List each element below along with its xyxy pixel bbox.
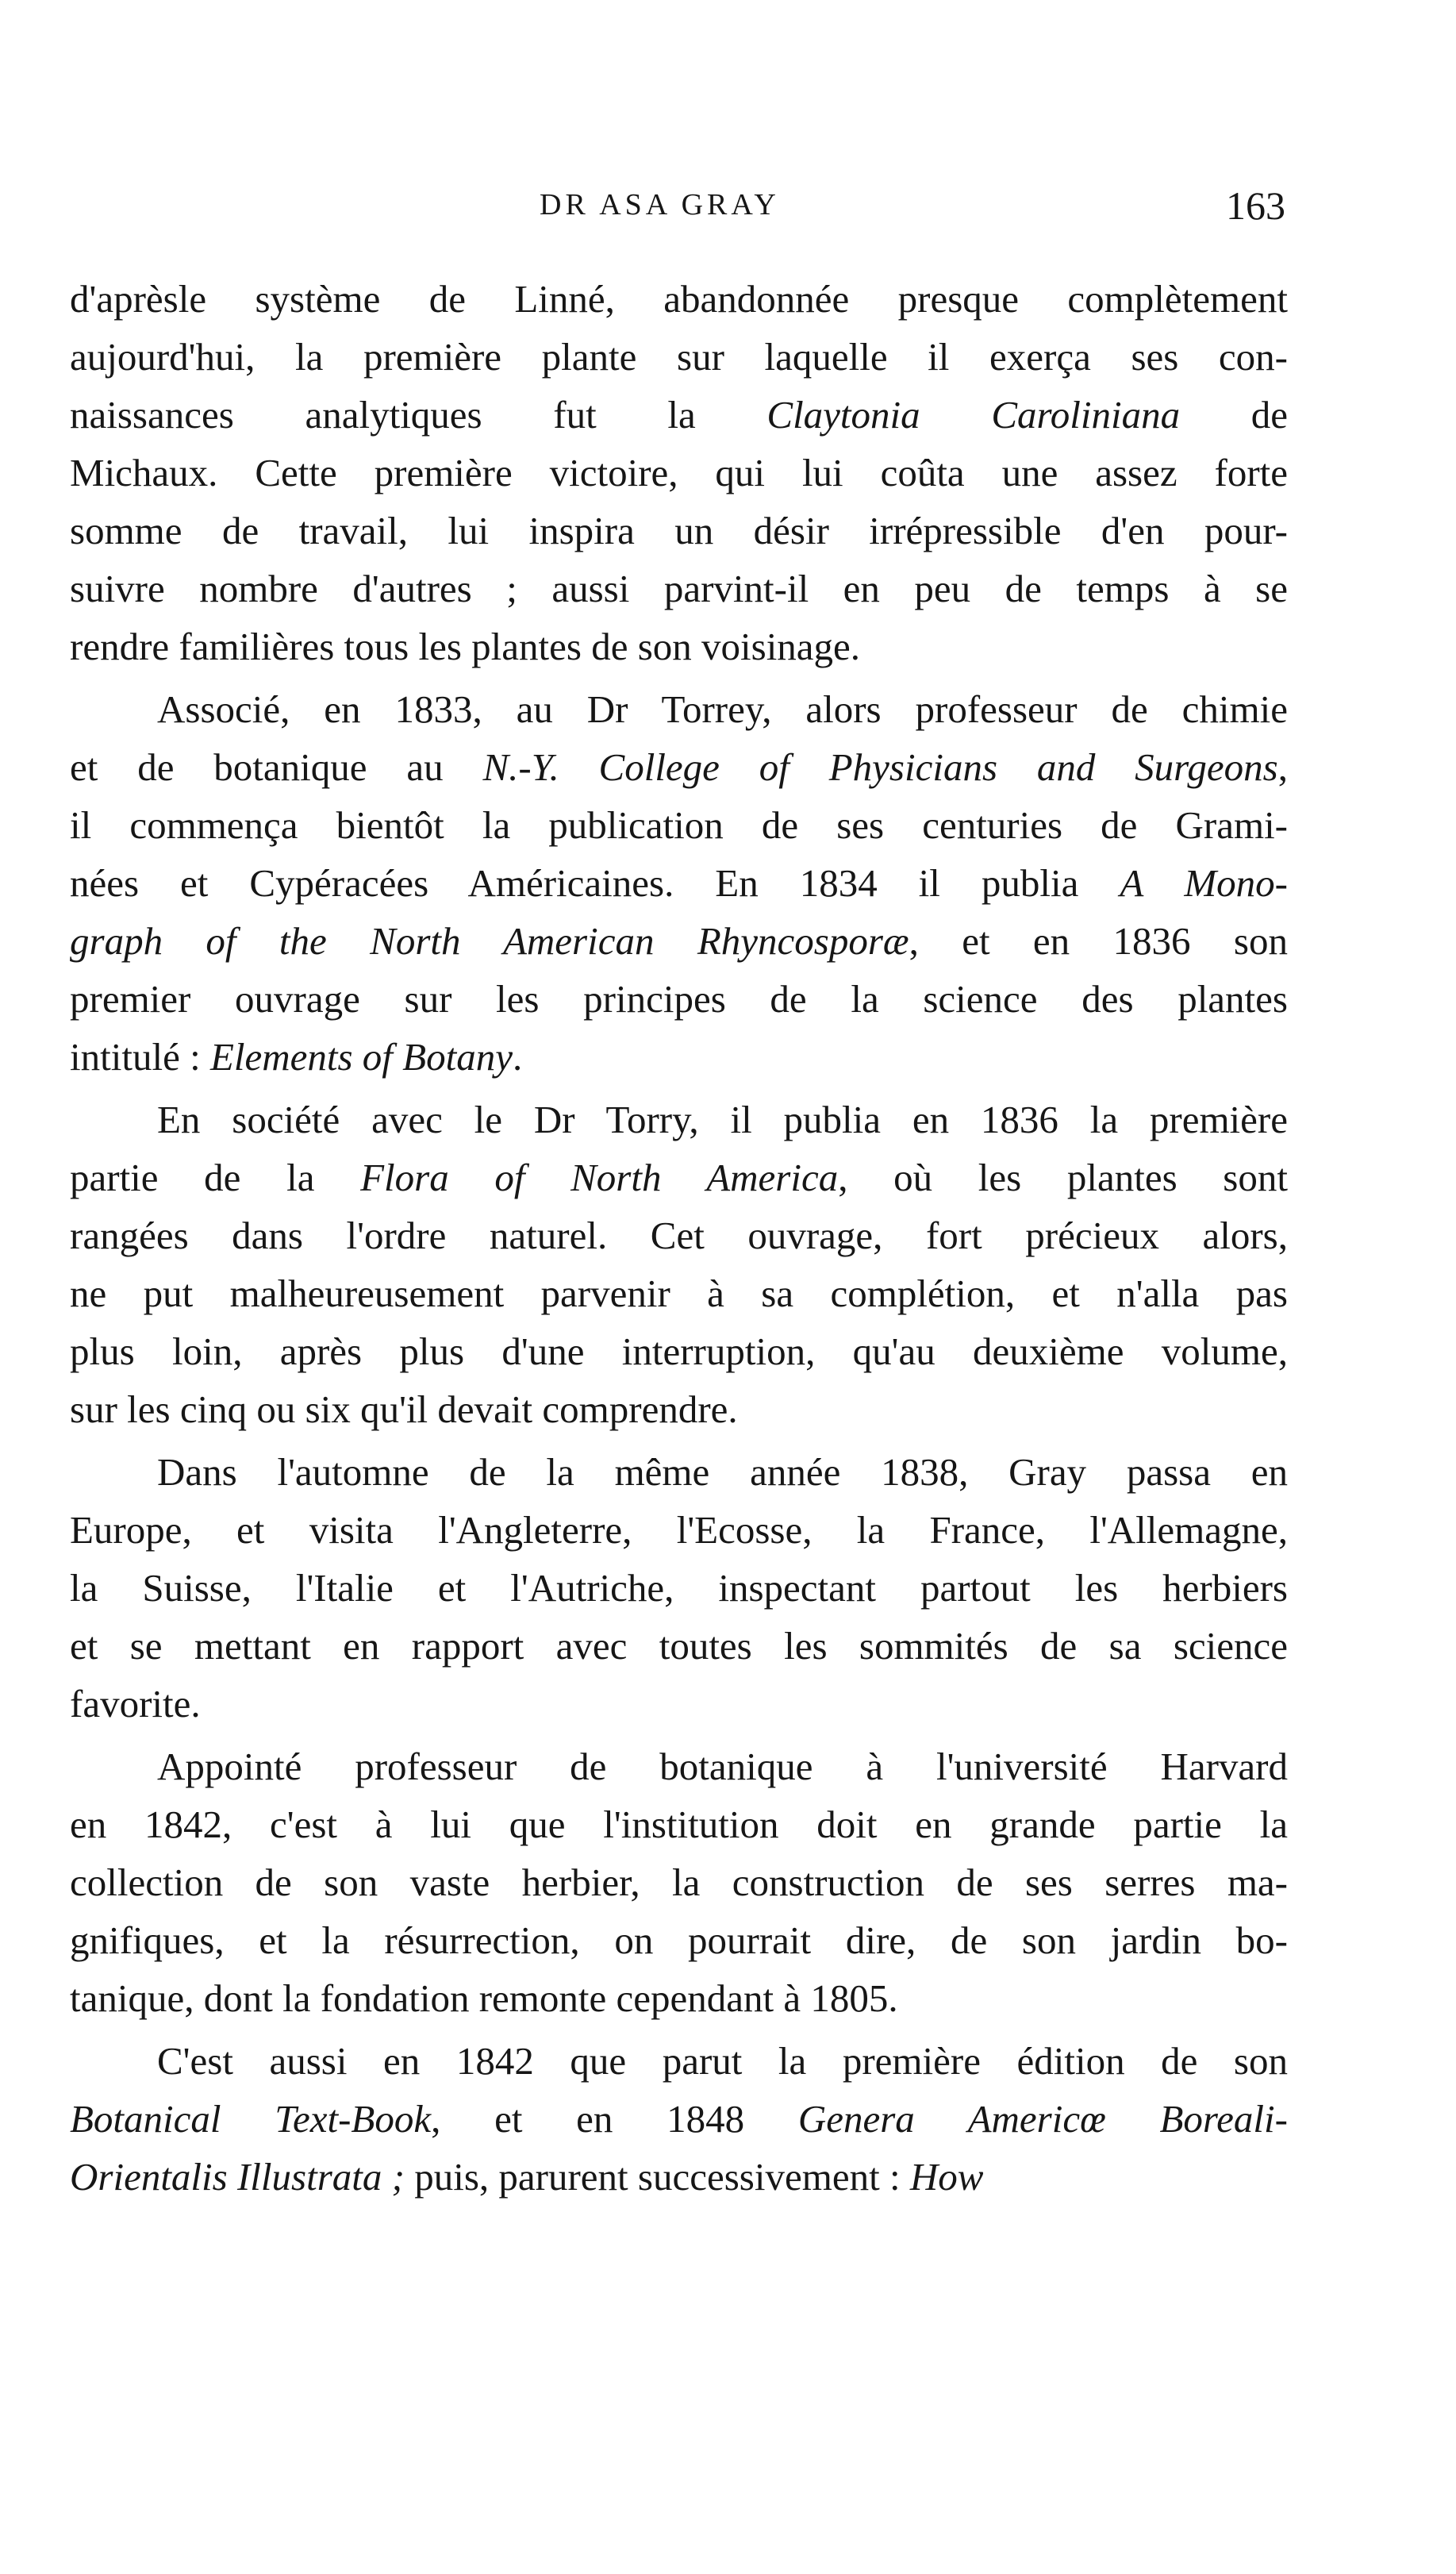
text-line [70,2148,1288,2206]
italic-run: Flora of North America [360,1156,839,1199]
text-run: gnifiques, et la résurrection, on pourrait dire, de son jardin bo- [70,1918,1288,1962]
text-line [70,1322,1288,1380]
italic-run: Orientalis Illustrata ; [70,2155,405,2199]
text-run: en 1842, c'est à lui que l'institution doit en grande partie la [70,1803,1288,1846]
text-line [70,912,1288,970]
text-line [70,1617,1288,1675]
text-line [70,970,1288,1028]
running-head [0,183,1456,230]
text-line [70,854,1288,912]
text-run: nées et Cypéracées Américaines. En 1834 il publia [70,861,1120,905]
page-number: 163 [1226,183,1285,228]
text-line [70,680,1288,738]
text-line [70,1969,1288,2027]
paragraph [70,2032,1288,2206]
text-run: premier ouvrage sur les principes de la science des plantes [70,977,1288,1021]
italic-run: Claytonia Caroliniana [766,393,1181,437]
text-run: et de botanique au [70,745,483,789]
text-line [70,386,1288,444]
text-run: naissances analytiques fut la [70,393,767,437]
text-line [70,2032,1288,2090]
italic-run: Elements of Botany [209,1035,513,1079]
paragraph [70,1443,1288,1733]
text-line [70,270,1288,328]
text-run: il commença bientôt la publication de ses centuries de Grami- [70,803,1288,847]
text-run: Michaux. Cette première victoire, qui lui coûta une assez forte [70,451,1288,494]
text-run: aujourd'hui, la première plante sur laquelle il exerça ses con- [70,335,1288,379]
text-line [70,1206,1288,1264]
text-run: puis, parurent successivement : [404,2155,910,2199]
text-line [70,1501,1288,1559]
text-line [70,1443,1288,1501]
body-text [70,270,1288,2206]
text-line [70,1675,1288,1733]
paragraph [70,1091,1288,1438]
text-line [70,1853,1288,1911]
text-run: , [1277,745,1288,789]
text-run: partie de la [70,1156,361,1199]
text-run: C'est aussi en 1842 que parut la première édition de son [157,2039,1288,2083]
text-line [70,560,1288,618]
text-run: , où les plantes sont [838,1156,1288,1199]
text-run: Europe, et visita l'Angleterre, l'Ecosse, la France, l'Allemagne, [70,1508,1288,1552]
text-line [70,1559,1288,1617]
text-run: , et en 1848 [431,2097,798,2141]
text-run: intitulé : [70,1035,210,1079]
italic-run: How [909,2155,984,2199]
text-run: Appointé professeur de botanique à l'université Harvard [157,1745,1288,1788]
text-run: plus loin, après plus d'une interruption, qu'au deuxième volume, [70,1329,1288,1373]
text-line [70,1380,1288,1438]
italic-run: Genera Americœ Boreali- [797,2097,1288,2141]
text-line [70,1795,1288,1853]
italic-run: Botanical Text-Book [70,2097,432,2141]
text-run: ne put malheureusement parvenir à sa complétion, et n'alla pas [70,1272,1288,1315]
text-line [70,796,1288,854]
text-line [70,1264,1288,1322]
text-line [70,444,1288,502]
text-line [70,738,1288,796]
text-run: , et en 1836 son [909,919,1288,963]
italic-run: N.-Y. College of Physicians and Surgeons [482,745,1278,789]
running-title: DR ASA GRAY [540,188,780,221]
text-run: et se mettant en rapport avec toutes les sommités de sa science [70,1624,1288,1668]
text-line [70,1091,1288,1148]
text-run: de [1180,393,1288,437]
text-run: la Suisse, l'Italie et l'Autriche, inspectant partout les herbiers [70,1566,1288,1610]
paragraph [70,270,1288,675]
text-run: Dans l'automne de la même année 1838, Gray passa en [157,1450,1288,1494]
text-line [70,618,1288,675]
text-line [70,1911,1288,1969]
paragraph [70,1737,1288,2027]
paragraph [70,680,1288,1086]
text-run: rangées dans l'ordre naturel. Cet ouvrage, fort précieux alors, [70,1214,1288,1257]
text-run: favorite. [70,1682,201,1726]
text-run: rendre familières tous les plantes de son voisinage. [70,625,861,668]
text-run: Associé, en 1833, au Dr Torrey, alors professeur de chimie [157,687,1288,731]
text-line [70,328,1288,386]
text-run: somme de travail, lui inspira un désir irrépressible d'en pour- [70,509,1288,552]
text-run: tanique, dont la fondation remonte cependant à 1805. [70,1976,898,2020]
text-run: collection de son vaste herbier, la construction de ses serres ma- [70,1860,1288,1904]
italic-run: graph of the North American Rhyncosporæ [70,919,909,963]
text-run: . [512,1035,523,1079]
italic-run: A Mono- [1120,861,1289,905]
text-line [70,1148,1288,1206]
text-line [70,2090,1288,2148]
text-line [70,1737,1288,1795]
text-run: d'aprèsle système de Linné, abandonnée presque complètement [70,277,1288,321]
text-line [70,502,1288,560]
text-line [70,1028,1288,1086]
text-run: En société avec le Dr Torry, il publia en 1836 la première [157,1098,1288,1141]
text-run: suivre nombre d'autres ; aussi parvint-il en peu de temps à se [70,567,1288,610]
text-run: sur les cinq ou six qu'il devait comprendre. [70,1387,738,1431]
